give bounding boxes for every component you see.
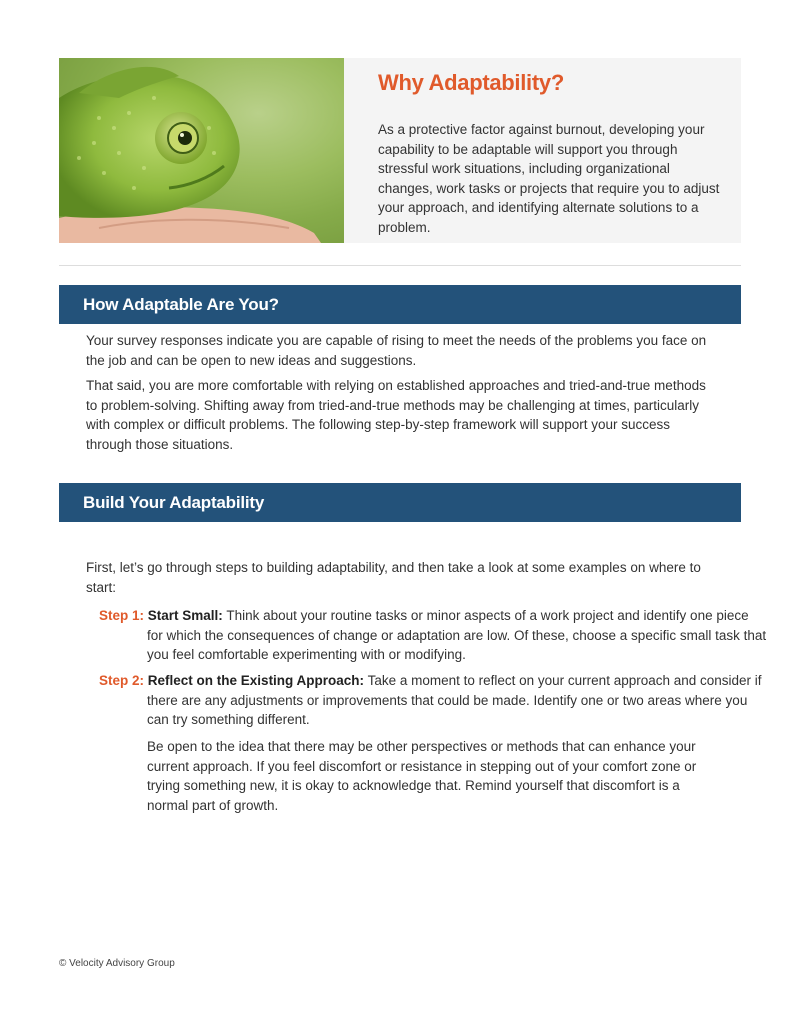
step-extra-paragraph: Be open to the idea that there may be other perspectives or methods that can enhance your current approach. If you feel discomfort or resistance in stepping out of your comfort zone or trying something new, it is okay to acknowledge that. Remind yourself that discomfort is a normal part of growth.	[147, 739, 697, 813]
paragraph: Your survey responses indicate you are capable of rising to meet the needs of the problems you face on the job and can be open to new ideas and suggestions.	[86, 333, 707, 368]
hero-title: Why Adaptability?	[378, 70, 564, 95]
chameleon-illustration	[59, 58, 344, 243]
step-text: Take a moment to reflect on your current approach and consider if there are any adjustments or improvements that could be made. Identify one or two areas where you can try something different.	[147, 673, 762, 728]
step-label: Step 1:	[99, 608, 145, 623]
section-header-how-adaptable	[59, 285, 741, 324]
why-adaptability-panel	[344, 58, 741, 243]
intro-paragraph: First, let’s go through steps to building adaptability, and then take a look at some examples on where to start:	[86, 560, 701, 595]
paragraph: That said, you are more comfortable with relying on established approaches and tried-and-true methods to problem-solving. Shifting away from tried-and-true methods may be challenging at times, particularly with complex or difficult problems. The following step-by-step framework will support your success through those situations.	[86, 378, 706, 452]
step-title: Start Small:	[147, 608, 223, 623]
hero-text: As a protective factor against burnout, developing your capability to be adaptable will support you through stressful work situations, including organizational changes, work tasks or projects that require you to adjust your approach, and identifying alternate solutions to a problem.	[378, 122, 720, 235]
section-heading: Build Your Adaptability	[83, 493, 265, 512]
step-item	[99, 606, 767, 665]
step-text: Think about your routine tasks or minor aspects of a work project and identify one piece for which the consequences of change or adaptation are low. Of these, choose a specific small task that you feel comfortable experimenting with or modifying.	[147, 608, 767, 663]
hero	[59, 58, 741, 243]
section-heading: How Adaptable Are You?	[83, 295, 279, 314]
step-label: Step 2:	[99, 673, 145, 688]
step-item	[99, 671, 767, 730]
divider	[59, 265, 741, 266]
footer-copyright: © Velocity Advisory Group	[59, 958, 175, 969]
step-title: Reflect on the Existing Approach:	[147, 673, 365, 688]
section-header-build-adaptability	[59, 483, 741, 522]
chameleon-image	[59, 58, 344, 243]
